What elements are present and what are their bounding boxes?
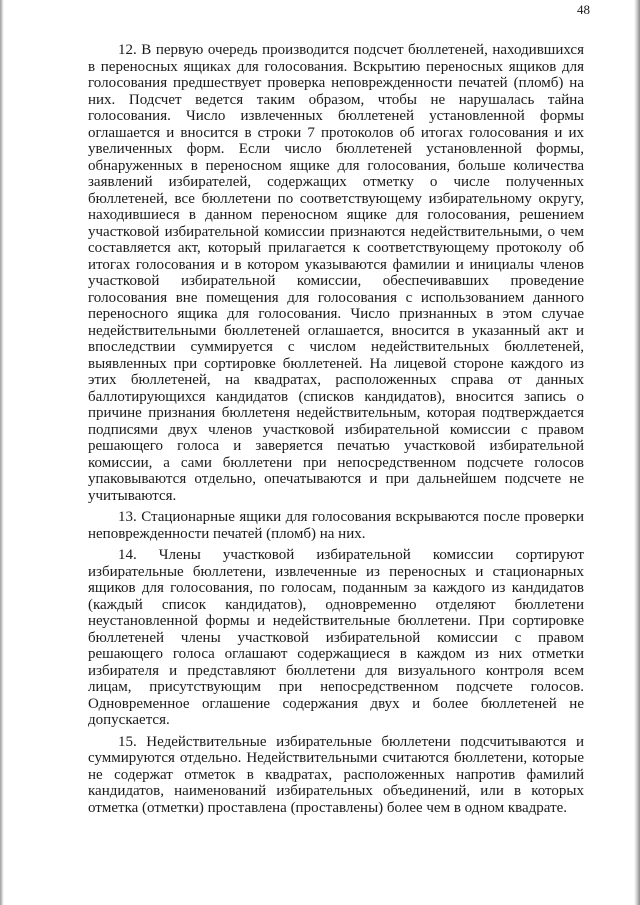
scan-edge-left: [0, 0, 4, 905]
paragraph-15: 15. Недействительные избирательные бюллетени подсчитываются и суммируются отдельно. Недействительными считаются бюллетени, которые не содержат отметок в квадратах, расположенных напротив фамилий кандидатов, наименований избирательных объединений, или в которых отметка (отметки) проставлена (проставлены) более чем в одном квадрате.: [88, 733, 584, 816]
paragraph-13: 13. Стационарные ящики для голосования вскрываются после проверки неповрежденности печатей (пломб) на них.: [88, 509, 584, 542]
page-number: 48: [577, 2, 590, 17]
scan-edge-right: [634, 0, 640, 905]
paragraph-14: 14. Члены участковой избирательной комиссии сортируют избирательные бюллетени, извлеченные из переносных и стационарных ящиков для голосования, по голосам, поданным за каждого из кандидатов (каждый список кандидатов), одновременно отделяют бюллетени неустановленной формы и недействительные бюллетени. При сортировке бюллетеней члены участковой избирательной комиссии с правом решающего голоса оглашают содержащиеся в каждом из них отметки избирателя и представляют бюллетени для визуального контроля всем лицам, присутствующим при непосредственном подсчете голосов. Одновременное оглашение содержания двух и более бюллетеней не допускается.: [88, 547, 584, 728]
document-body: [88, 42, 584, 816]
paragraph-12: 12. В первую очередь производится подсчет бюллетеней, находившихся в переносных ящиках для голосования. Вскрытию переносных ящиков для голосования предшествует проверка неповрежденности печатей (пломб) на них. Подсчет ведется таким образом, чтобы не нарушалась тайна голосования. Число извлеченных бюллетеней установленной формы оглашается и вносится в строки 7 протоколов об итогах голосования и их увеличенных форм. Если число бюллетеней установленной формы, обнаруженных в переносном ящике для голосования, больше количества заявлений избирателей, содержащих отметку о числе полученных бюллетеней, все бюллетени по соответствующему избирательному округу, находившиеся в данном переносном ящике для голосования, решением участковой избирательной комиссии признаются недействительными, о чем составляется акт, который прилагается к соответствующему протоколу об итогах голосования и в котором указываются фамилии и инициалы членов участковой избирательной комиссии, обеспечивавших проведение голосования вне помещения для голосования с использованием данного переносного ящика для голосования. Число признанных в этом случае недействительными бюллетеней оглашается, вносится в указанный акт и впоследствии суммируется с числом недействительных бюллетеней, выявленных при сортировке бюллетеней. На лицевой стороне каждого из этих бюллетеней, на квадратах, расположенных справа от данных баллотирующихся кандидатов (списков кандидатов), вносится запись о причине признания бюллетеня недействительным, которая подтверждается подписями двух членов участковой избирательной комиссии с правом решающего голоса и заверяется печатью участковой избирательной комиссии, а сами бюллетени при непосредственном подсчете голосов упаковываются отдельно, опечатываются и при дальнейшем подсчете не учитываются.: [88, 42, 584, 504]
